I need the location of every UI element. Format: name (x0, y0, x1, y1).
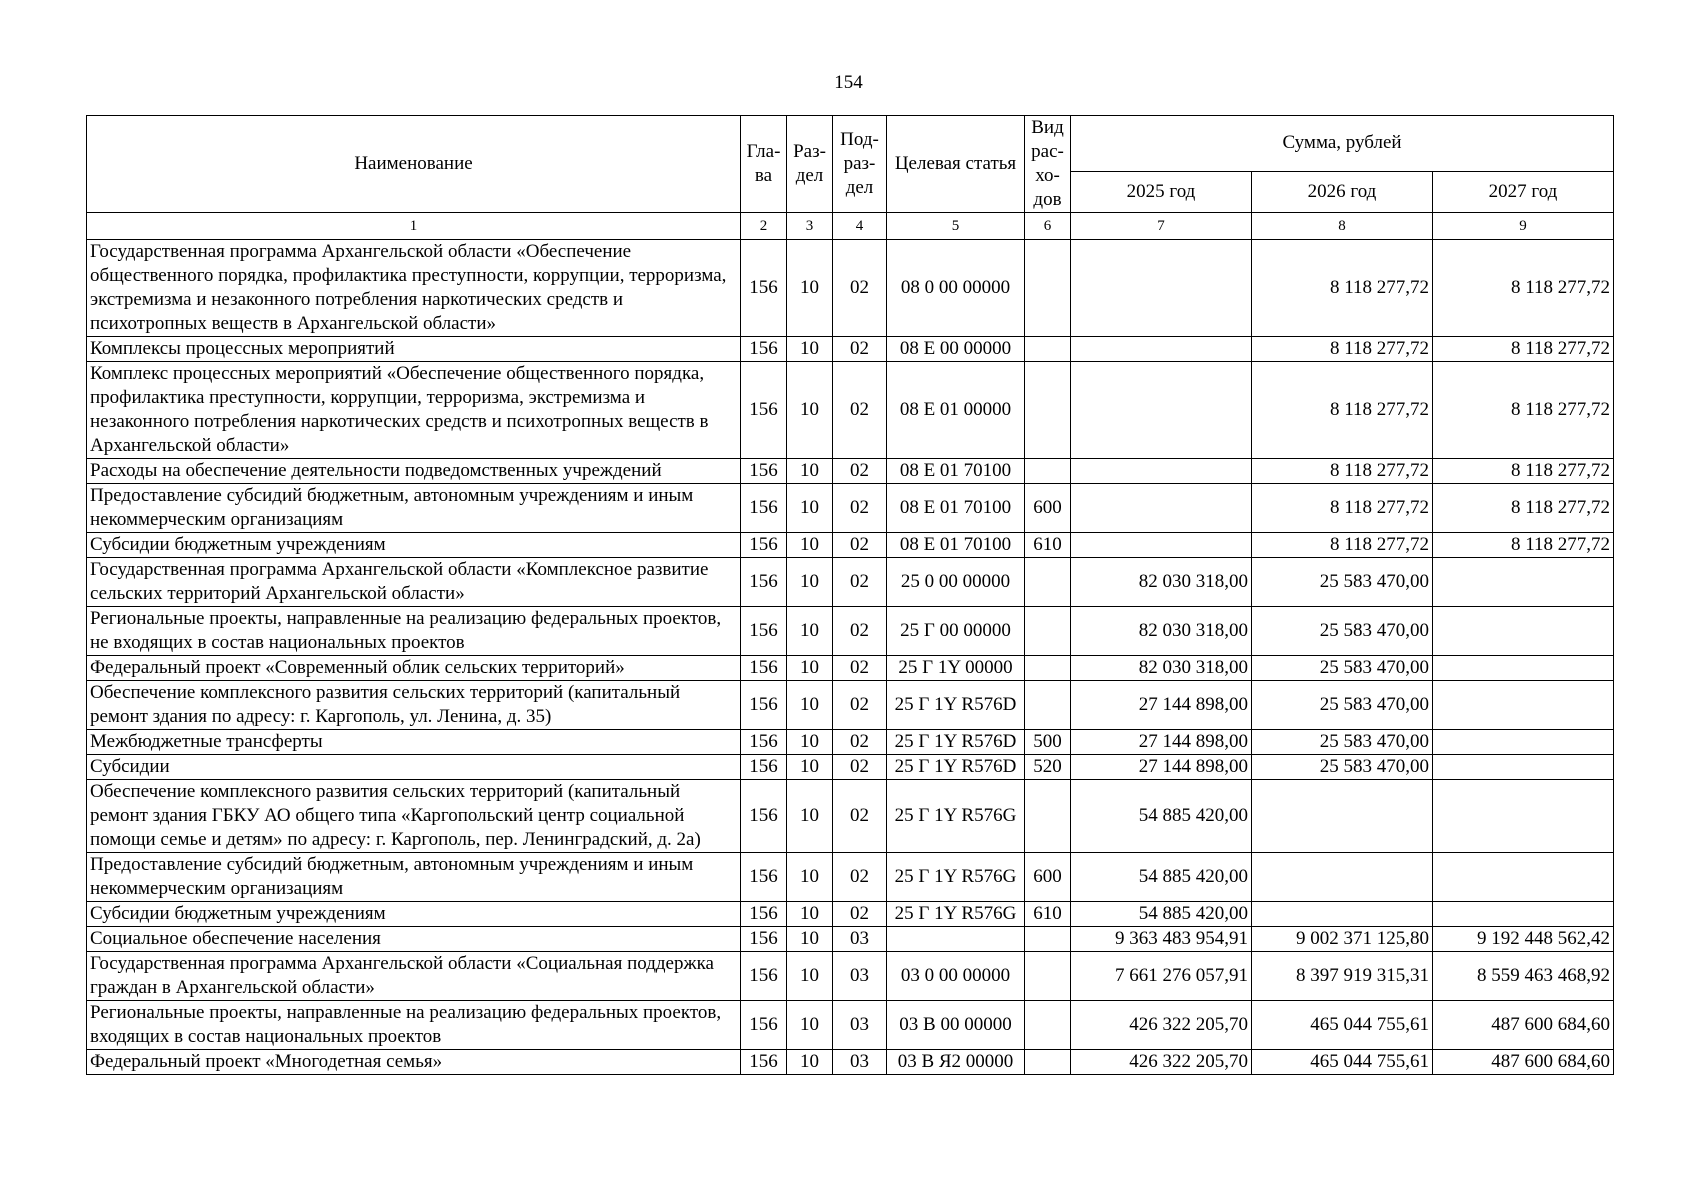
row-chapter-cell: 156 (741, 607, 787, 656)
row-amount-2027-cell (1433, 558, 1614, 607)
row-expense-type-cell: 610 (1025, 533, 1071, 558)
row-name-cell: Расходы на обеспечение деятельности подведомственных учреждений (87, 459, 741, 484)
header-year-2027: 2027 год (1433, 171, 1614, 212)
row-subsection-cell: 02 (833, 902, 887, 927)
table-row (87, 459, 1614, 484)
row-amount-2025-cell (1071, 459, 1252, 484)
table-row (87, 755, 1614, 780)
table-row (87, 1050, 1614, 1075)
row-name-cell: Комплекс процессных мероприятий «Обеспечение общественного порядка, профилактика преступности, коррупции, терроризма, экстремизма и незаконного потребления наркотических средств и психотропных веществ в Архангельской области» (87, 362, 741, 459)
row-amount-2027-cell: 487 600 684,60 (1433, 1050, 1614, 1075)
row-chapter-cell: 156 (741, 362, 787, 459)
row-section-cell: 10 (787, 459, 833, 484)
row-section-cell: 10 (787, 1001, 833, 1050)
row-chapter-cell: 156 (741, 1001, 787, 1050)
table-row (87, 902, 1614, 927)
row-target-cell: 08 Е 01 00000 (887, 362, 1025, 459)
row-chapter-cell: 156 (741, 484, 787, 533)
row-name-cell: Предоставление субсидий бюджетным, автономным учреждениям и иным некоммерческим организациям (87, 853, 741, 902)
row-amount-2025-cell: 7 661 276 057,91 (1071, 952, 1252, 1001)
row-name-cell: Комплексы процессных мероприятий (87, 337, 741, 362)
table-row (87, 730, 1614, 755)
row-target-cell: 03 В Я2 00000 (887, 1050, 1025, 1075)
row-amount-2027-cell: 8 118 277,72 (1433, 337, 1614, 362)
row-target-cell: 08 Е 01 70100 (887, 484, 1025, 533)
table-body (87, 213, 1614, 1075)
row-expense-type-cell (1025, 459, 1071, 484)
row-target-cell: 08 Е 01 70100 (887, 533, 1025, 558)
row-expense-type-cell (1025, 681, 1071, 730)
row-subsection-cell: 03 (833, 1001, 887, 1050)
row-amount-2026-cell: 25 583 470,00 (1252, 656, 1433, 681)
row-subsection-cell: 02 (833, 484, 887, 533)
row-amount-2027-cell (1433, 607, 1614, 656)
row-target-cell: 08 0 00 00000 (887, 240, 1025, 337)
table-row (87, 240, 1614, 337)
row-chapter-cell: 156 (741, 952, 787, 1001)
row-amount-2027-cell (1433, 656, 1614, 681)
row-amount-2027-cell: 9 192 448 562,42 (1433, 927, 1614, 952)
row-subsection-cell: 02 (833, 656, 887, 681)
row-section-cell: 10 (787, 656, 833, 681)
row-amount-2025-cell: 9 363 483 954,91 (1071, 927, 1252, 952)
row-name-cell: Социальное обеспечение населения (87, 927, 741, 952)
row-amount-2025-cell (1071, 240, 1252, 337)
row-section-cell: 10 (787, 1050, 833, 1075)
table-row (87, 484, 1614, 533)
table-row (87, 780, 1614, 853)
row-target-cell: 25 Г 1Y R576G (887, 780, 1025, 853)
column-number: 2 (741, 213, 787, 240)
header-chapter: Гла-ва (741, 116, 787, 213)
row-expense-type-cell (1025, 337, 1071, 362)
row-chapter-cell: 156 (741, 337, 787, 362)
row-amount-2025-cell: 426 322 205,70 (1071, 1050, 1252, 1075)
row-expense-type-cell (1025, 1001, 1071, 1050)
row-amount-2026-cell: 8 118 277,72 (1252, 362, 1433, 459)
row-expense-type-cell: 500 (1025, 730, 1071, 755)
row-expense-type-cell (1025, 558, 1071, 607)
row-target-cell (887, 927, 1025, 952)
row-target-cell: 08 Е 00 00000 (887, 337, 1025, 362)
row-amount-2026-cell: 25 583 470,00 (1252, 607, 1433, 656)
row-expense-type-cell: 600 (1025, 853, 1071, 902)
row-expense-type-cell (1025, 780, 1071, 853)
row-subsection-cell: 02 (833, 533, 887, 558)
row-name-cell: Обеспечение комплексного развития сельских территорий (капитальный ремонт здания по адресу: г. Каргополь, ул. Ленина, д. 35) (87, 681, 741, 730)
table-row (87, 558, 1614, 607)
table-row (87, 952, 1614, 1001)
row-amount-2026-cell: 8 118 277,72 (1252, 240, 1433, 337)
row-amount-2027-cell: 8 118 277,72 (1433, 484, 1614, 533)
row-amount-2025-cell: 54 885 420,00 (1071, 780, 1252, 853)
row-amount-2026-cell: 8 397 919 315,31 (1252, 952, 1433, 1001)
row-name-cell: Субсидии бюджетным учреждениям (87, 533, 741, 558)
row-subsection-cell: 02 (833, 730, 887, 755)
column-number-row (87, 213, 1614, 240)
row-expense-type-cell (1025, 362, 1071, 459)
column-number: 8 (1252, 213, 1433, 240)
page-number: 154 (834, 72, 863, 93)
row-target-cell: 25 Г 1Y R576D (887, 755, 1025, 780)
row-amount-2026-cell: 25 583 470,00 (1252, 681, 1433, 730)
row-amount-2025-cell: 54 885 420,00 (1071, 853, 1252, 902)
row-chapter-cell: 156 (741, 1050, 787, 1075)
row-chapter-cell: 156 (741, 853, 787, 902)
row-subsection-cell: 02 (833, 558, 887, 607)
row-chapter-cell: 156 (741, 755, 787, 780)
column-number: 7 (1071, 213, 1252, 240)
column-number: 4 (833, 213, 887, 240)
row-target-cell: 08 Е 01 70100 (887, 459, 1025, 484)
budget-table (86, 115, 1614, 1075)
row-amount-2025-cell (1071, 362, 1252, 459)
row-chapter-cell: 156 (741, 533, 787, 558)
row-amount-2025-cell: 27 144 898,00 (1071, 681, 1252, 730)
row-name-cell: Федеральный проект «Современный облик сельских территорий» (87, 656, 741, 681)
row-subsection-cell: 02 (833, 681, 887, 730)
row-expense-type-cell (1025, 656, 1071, 681)
row-amount-2027-cell: 487 600 684,60 (1433, 1001, 1614, 1050)
row-subsection-cell: 02 (833, 337, 887, 362)
row-expense-type-cell: 610 (1025, 902, 1071, 927)
table-row (87, 362, 1614, 459)
row-chapter-cell: 156 (741, 780, 787, 853)
row-amount-2026-cell: 25 583 470,00 (1252, 755, 1433, 780)
row-section-cell: 10 (787, 755, 833, 780)
row-expense-type-cell: 600 (1025, 484, 1071, 533)
row-section-cell: 10 (787, 240, 833, 337)
table-header (87, 116, 1614, 213)
column-number: 5 (887, 213, 1025, 240)
header-year-2026: 2026 год (1252, 171, 1433, 212)
row-section-cell: 10 (787, 362, 833, 459)
row-amount-2027-cell (1433, 902, 1614, 927)
row-amount-2025-cell (1071, 533, 1252, 558)
row-target-cell: 03 0 00 00000 (887, 952, 1025, 1001)
header-section: Раз-дел (787, 116, 833, 213)
table-row (87, 337, 1614, 362)
row-chapter-cell: 156 (741, 459, 787, 484)
row-subsection-cell: 02 (833, 780, 887, 853)
row-expense-type-cell (1025, 240, 1071, 337)
row-chapter-cell: 156 (741, 240, 787, 337)
row-section-cell: 10 (787, 902, 833, 927)
row-section-cell: 10 (787, 558, 833, 607)
row-amount-2026-cell: 465 044 755,61 (1252, 1050, 1433, 1075)
row-amount-2026-cell: 25 583 470,00 (1252, 730, 1433, 755)
column-number: 6 (1025, 213, 1071, 240)
table-row (87, 681, 1614, 730)
row-section-cell: 10 (787, 533, 833, 558)
row-amount-2025-cell (1071, 484, 1252, 533)
row-target-cell: 25 Г 1Y R576G (887, 853, 1025, 902)
row-name-cell: Межбюджетные трансферты (87, 730, 741, 755)
row-amount-2027-cell (1433, 853, 1614, 902)
row-name-cell: Государственная программа Архангельской области «Социальная поддержка граждан в Архангельской области» (87, 952, 741, 1001)
row-subsection-cell: 03 (833, 927, 887, 952)
row-name-cell: Региональные проекты, направленные на реализацию федеральных проектов, не входящих в состав национальных проектов (87, 607, 741, 656)
row-target-cell: 25 Г 1Y R576D (887, 681, 1025, 730)
row-subsection-cell: 02 (833, 362, 887, 459)
header-name: Наименование (87, 116, 741, 213)
row-section-cell: 10 (787, 484, 833, 533)
row-amount-2025-cell: 82 030 318,00 (1071, 558, 1252, 607)
row-section-cell: 10 (787, 952, 833, 1001)
row-chapter-cell: 156 (741, 927, 787, 952)
row-amount-2027-cell (1433, 730, 1614, 755)
row-expense-type-cell: 520 (1025, 755, 1071, 780)
table-row (87, 656, 1614, 681)
row-amount-2026-cell: 8 118 277,72 (1252, 533, 1433, 558)
row-expense-type-cell (1025, 1050, 1071, 1075)
column-number: 1 (87, 213, 741, 240)
row-section-cell: 10 (787, 730, 833, 755)
row-subsection-cell: 02 (833, 853, 887, 902)
row-section-cell: 10 (787, 853, 833, 902)
row-name-cell: Государственная программа Архангельской области «Комплексное развитие сельских территорий Архангельской области» (87, 558, 741, 607)
row-subsection-cell: 02 (833, 607, 887, 656)
table-row (87, 1001, 1614, 1050)
header-subsection: Под-раз-дел (833, 116, 887, 213)
row-name-cell: Субсидии бюджетным учреждениям (87, 902, 741, 927)
table-row (87, 853, 1614, 902)
row-amount-2026-cell: 465 044 755,61 (1252, 1001, 1433, 1050)
header-expense-type: Вид рас-хо-дов (1025, 116, 1071, 213)
row-amount-2025-cell (1071, 337, 1252, 362)
row-name-cell: Предоставление субсидий бюджетным, автономным учреждениям и иным некоммерческим организациям (87, 484, 741, 533)
row-amount-2026-cell: 25 583 470,00 (1252, 558, 1433, 607)
table-row (87, 927, 1614, 952)
row-target-cell: 25 Г 1Y R576D (887, 730, 1025, 755)
row-amount-2026-cell (1252, 853, 1433, 902)
row-amount-2026-cell (1252, 902, 1433, 927)
row-amount-2026-cell (1252, 780, 1433, 853)
row-name-cell: Субсидии (87, 755, 741, 780)
table-row (87, 533, 1614, 558)
row-amount-2025-cell: 54 885 420,00 (1071, 902, 1252, 927)
row-amount-2027-cell (1433, 755, 1614, 780)
header-year-2025: 2025 год (1071, 171, 1252, 212)
header-target: Целевая статья (887, 116, 1025, 213)
row-section-cell: 10 (787, 681, 833, 730)
row-expense-type-cell (1025, 952, 1071, 1001)
row-chapter-cell: 156 (741, 902, 787, 927)
row-amount-2025-cell: 27 144 898,00 (1071, 730, 1252, 755)
row-amount-2027-cell: 8 559 463 468,92 (1433, 952, 1614, 1001)
row-chapter-cell: 156 (741, 558, 787, 607)
row-amount-2027-cell: 8 118 277,72 (1433, 240, 1614, 337)
row-subsection-cell: 02 (833, 755, 887, 780)
header-amount: Сумма, рублей (1071, 116, 1614, 172)
row-target-cell: 03 В 00 00000 (887, 1001, 1025, 1050)
row-subsection-cell: 02 (833, 240, 887, 337)
row-target-cell: 25 Г 1Y R576G (887, 902, 1025, 927)
column-number: 9 (1433, 213, 1614, 240)
row-expense-type-cell (1025, 607, 1071, 656)
row-amount-2027-cell (1433, 780, 1614, 853)
row-amount-2026-cell: 8 118 277,72 (1252, 484, 1433, 533)
row-amount-2026-cell: 9 002 371 125,80 (1252, 927, 1433, 952)
row-amount-2027-cell: 8 118 277,72 (1433, 459, 1614, 484)
row-section-cell: 10 (787, 927, 833, 952)
row-name-cell: Государственная программа Архангельской области «Обеспечение общественного порядка, профилактика преступности, коррупции, терроризма, экстремизма и незаконного потребления наркотических средств и психотропных веществ в Архангельской области» (87, 240, 741, 337)
row-amount-2026-cell: 8 118 277,72 (1252, 459, 1433, 484)
row-section-cell: 10 (787, 607, 833, 656)
row-chapter-cell: 156 (741, 681, 787, 730)
row-amount-2025-cell: 82 030 318,00 (1071, 656, 1252, 681)
row-amount-2027-cell: 8 118 277,72 (1433, 362, 1614, 459)
row-amount-2025-cell: 426 322 205,70 (1071, 1001, 1252, 1050)
row-amount-2027-cell (1433, 681, 1614, 730)
row-section-cell: 10 (787, 780, 833, 853)
row-amount-2026-cell: 8 118 277,72 (1252, 337, 1433, 362)
row-expense-type-cell (1025, 927, 1071, 952)
row-amount-2025-cell: 82 030 318,00 (1071, 607, 1252, 656)
row-chapter-cell: 156 (741, 656, 787, 681)
row-subsection-cell: 03 (833, 952, 887, 1001)
row-target-cell: 25 0 00 00000 (887, 558, 1025, 607)
row-name-cell: Федеральный проект «Многодетная семья» (87, 1050, 741, 1075)
column-number: 3 (787, 213, 833, 240)
row-name-cell: Региональные проекты, направленные на реализацию федеральных проектов, входящих в состав национальных проектов (87, 1001, 741, 1050)
row-amount-2027-cell: 8 118 277,72 (1433, 533, 1614, 558)
row-subsection-cell: 02 (833, 459, 887, 484)
row-section-cell: 10 (787, 337, 833, 362)
row-target-cell: 25 Г 00 00000 (887, 607, 1025, 656)
row-target-cell: 25 Г 1Y 00000 (887, 656, 1025, 681)
row-name-cell: Обеспечение комплексного развития сельских территорий (капитальный ремонт здания ГБКУ АО общего типа «Каргопольский центр социальной помощи семье и детям» по адресу: г. Каргополь, пер. Ленинградский, д. 2а) (87, 780, 741, 853)
row-amount-2025-cell: 27 144 898,00 (1071, 755, 1252, 780)
table-row (87, 607, 1614, 656)
row-chapter-cell: 156 (741, 730, 787, 755)
row-subsection-cell: 03 (833, 1050, 887, 1075)
